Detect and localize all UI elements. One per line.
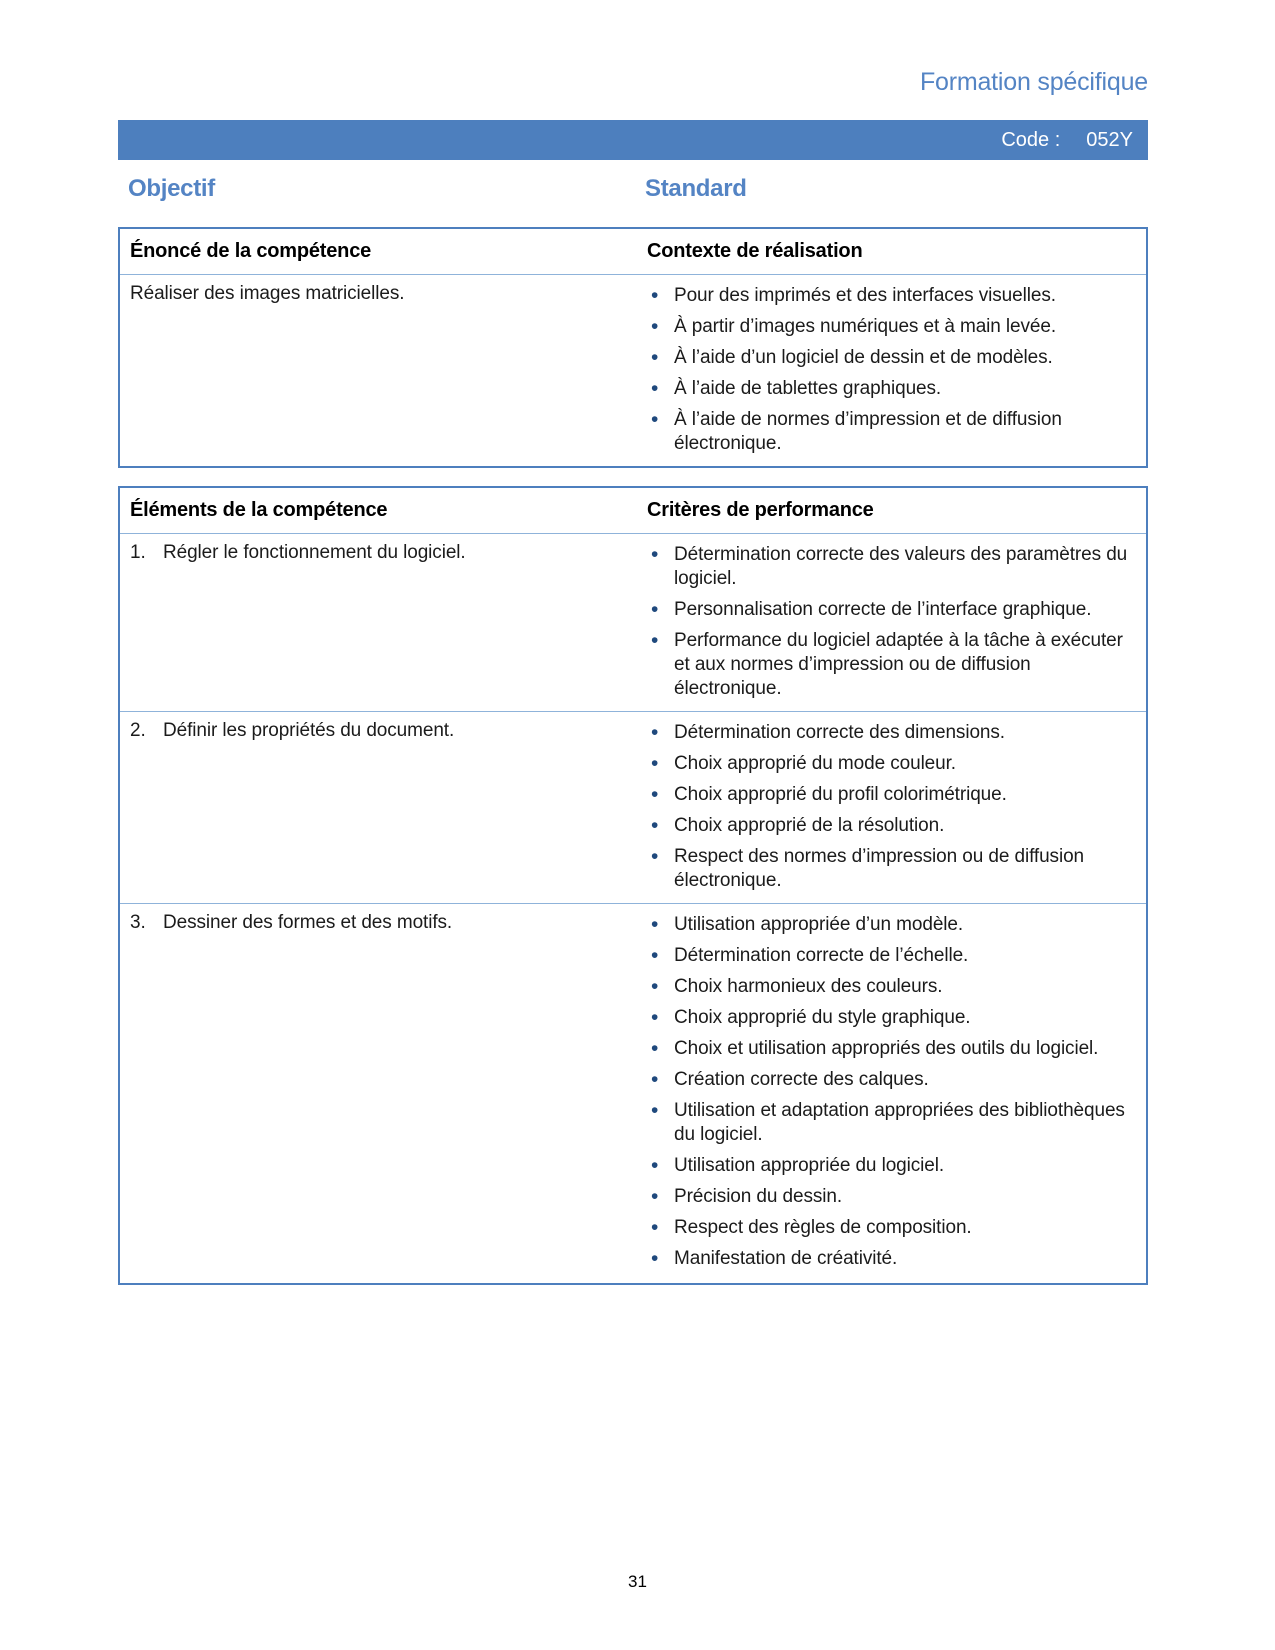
table-row (120, 711, 1146, 903)
competence-statement: Réaliser des images matricielles. (130, 283, 405, 304)
element-text: Régler le fonctionnement du logiciel. (163, 542, 466, 563)
standard-heading: Standard (645, 175, 747, 202)
element-text: Définir les propriétés du document. (163, 720, 455, 741)
bullet-list (647, 721, 1134, 893)
bullet-item: • Utilisation et adaptation appropriées des bibliothèques du logiciel. (647, 1099, 1134, 1147)
bullet-item: • Choix harmonieux des couleurs. (647, 975, 1134, 999)
contexte-cell (647, 275, 1146, 466)
criteres-header: Critères de performance (647, 499, 874, 521)
bullet-item: • Utilisation appropriée du logiciel. (647, 1154, 1134, 1178)
code-label: Code : (1001, 128, 1061, 151)
enonce-header: Énoncé de la compétence (130, 240, 372, 262)
bullet-item: • À partir d’images numériques et à main levée. (647, 315, 1134, 339)
page-number: 31 (628, 1572, 647, 1591)
bullet-item: • À l’aide de normes d’impression et de diffusion électronique. (647, 408, 1134, 456)
elements-header: Éléments de la compétence (130, 499, 388, 521)
criteres-cell (647, 534, 1146, 711)
element-cell (120, 712, 647, 903)
competence-table-header (120, 229, 1146, 275)
bullet-item: • Choix approprié du profil colorimétrique. (647, 783, 1134, 807)
bullet-list (647, 913, 1134, 1271)
bullet-item: • Personnalisation correcte de l’interface graphique. (647, 598, 1134, 622)
bullet-item: • Création correcte des calques. (647, 1068, 1134, 1092)
bullet-item: • Détermination correcte des valeurs des paramètres du logiciel. (647, 543, 1134, 591)
bullet-item: • Choix approprié de la résolution. (647, 814, 1134, 838)
objectif-heading: Objectif (128, 175, 215, 202)
table-row (120, 534, 1146, 711)
bullet-item: • Détermination correcte de l’échelle. (647, 944, 1134, 968)
elements-table-header (120, 488, 1146, 534)
bullet-item: • Choix approprié du style graphique. (647, 1006, 1134, 1030)
bullet-item: • Détermination correcte des dimensions. (647, 721, 1134, 745)
bullet-item: • Respect des règles de composition. (647, 1216, 1134, 1240)
bullet-list (647, 543, 1134, 701)
bullet-list (647, 284, 1134, 456)
code-value: 052Y (1086, 128, 1133, 151)
item-number: 3. (130, 912, 146, 933)
bullet-item: • Choix et utilisation appropriés des outils du logiciel. (647, 1037, 1134, 1061)
bullet-item: • Manifestation de créativité. (647, 1247, 1134, 1271)
section-label: Formation spécifique (919, 68, 1148, 96)
competence-table (118, 227, 1148, 468)
bullet-item: • Respect des normes d’impression ou de diffusion électronique. (647, 845, 1134, 893)
elements-table (118, 486, 1148, 1285)
element-cell (120, 534, 647, 711)
table-row (120, 903, 1146, 1283)
contexte-header: Contexte de réalisation (647, 240, 863, 262)
bullet-item: • À l’aide d’un logiciel de dessin et de modèles. (647, 346, 1134, 370)
bullet-item: • Performance du logiciel adaptée à la tâche à exécuter et aux normes d’impression ou de diffusion électronique. (647, 629, 1134, 701)
column-headings (118, 175, 1148, 203)
code-bar (118, 120, 1148, 160)
table-row (120, 275, 1146, 466)
item-number: 1. (130, 542, 146, 563)
bullet-item: • Choix approprié du mode couleur. (647, 752, 1134, 776)
element-cell (120, 904, 647, 1283)
bullet-item: • Précision du dessin. (647, 1185, 1134, 1209)
element-text: Dessiner des formes et des motifs. (163, 912, 453, 933)
bullet-item: • Pour des imprimés et des interfaces visuelles. (647, 284, 1134, 308)
page-content (118, 0, 1148, 1285)
bullet-item: • Utilisation appropriée d’un modèle. (647, 913, 1134, 937)
criteres-cell (647, 712, 1146, 903)
bullet-item: • À l’aide de tablettes graphiques. (647, 377, 1134, 401)
criteres-cell (647, 904, 1146, 1283)
item-number: 2. (130, 720, 146, 741)
